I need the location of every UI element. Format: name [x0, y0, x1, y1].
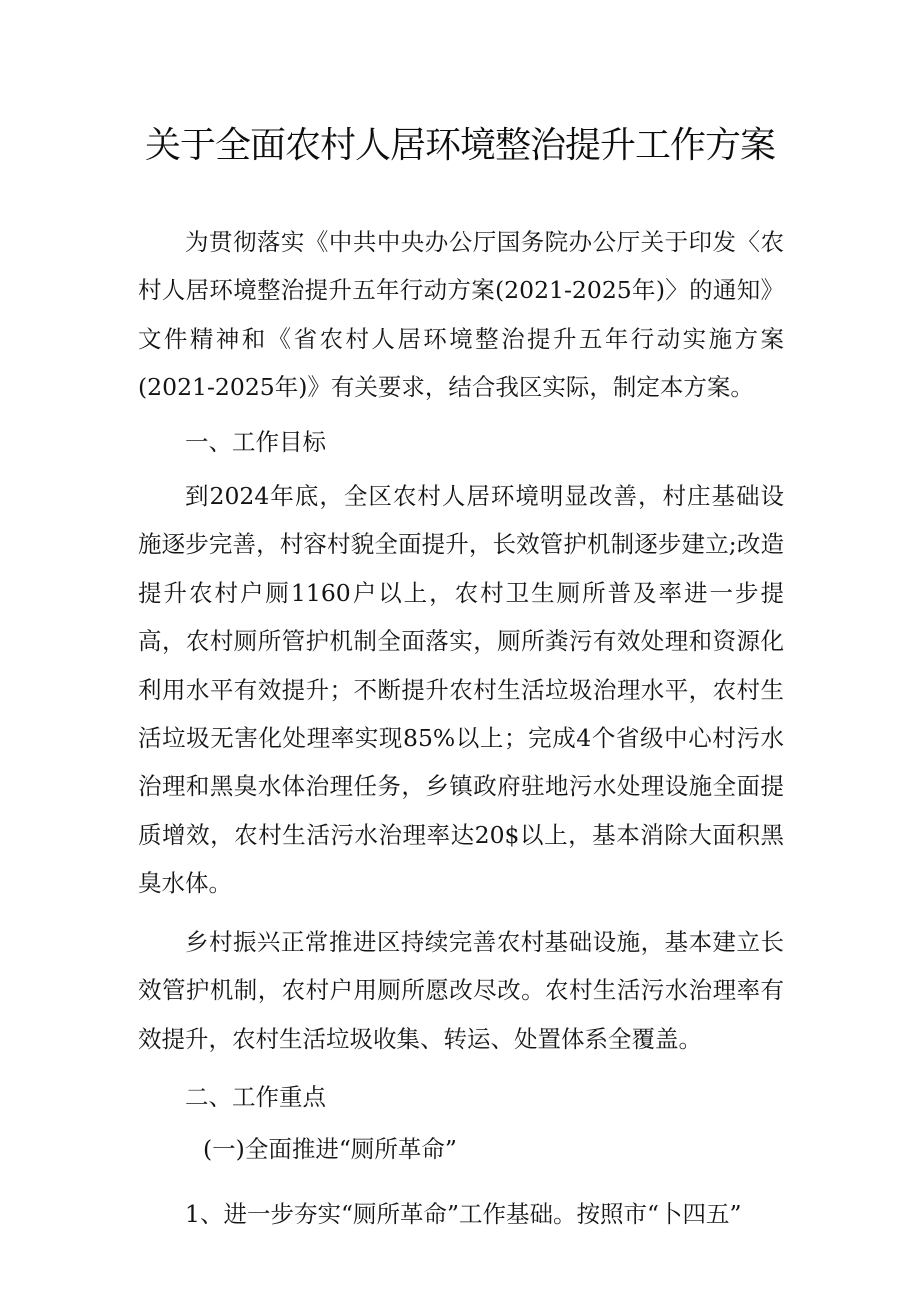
revitalization-paragraph: 乡村振兴正常推进区持续完善农村基础设施，基本建立长效管护机制，农村户用厕所愿改尽改。农村生活污水治理率有效提升，农村生活垃圾收集、转运、处置体系全覆盖。	[138, 927, 784, 1053]
document-title: 关于全面农村人居环境整治提升工作方案	[144, 125, 775, 166]
goal-2024-paragraph: 到2024年底，全区农村人居环境明显改善，村庄基础设施逐步完善，村容村貌全面提升，长效管护机制逐步建立;改造提升农村户厕1160户以上，农村卫生厕所普及率进一步提高，农村厕所管护机制全面落实，厕所粪污有效处理和资源化利用水平有效提升；不断提升农村生活垃圾治理水平，农村生活垃圾无害化处理率实现85%以上；完成4个省级中心村污水治理和黑臭水体治理任务，乡镇政府驻地污水处理设施全面提质增效，农村生活污水治理率达20$以上，基本消除大面积黑臭水体。	[138, 482, 784, 898]
document-body	[138, 218, 784, 1238]
section-heading-priorities: 二、工作重点	[185, 1082, 326, 1111]
intro-paragraph: 为贯彻落实《中共中央办公厅国务院办公厅关于印发〈农村人居环境整治提升五年行动方案(2021-2025年)〉的通知》文件精神和《省农村人居环境整治提升五年行动实施方案(2021-2025年)》有关要求，结合我区实际，制定本方案。	[138, 228, 784, 402]
item-1-paragraph: 1、进一步夯实“厕所革命”工作基础。按照市“卜四五”	[185, 1199, 742, 1228]
section-heading-goals: 一、工作目标	[185, 427, 326, 456]
subsection-heading-toilet-revolution: (一)全面推进“厕所革命”	[203, 1135, 457, 1164]
